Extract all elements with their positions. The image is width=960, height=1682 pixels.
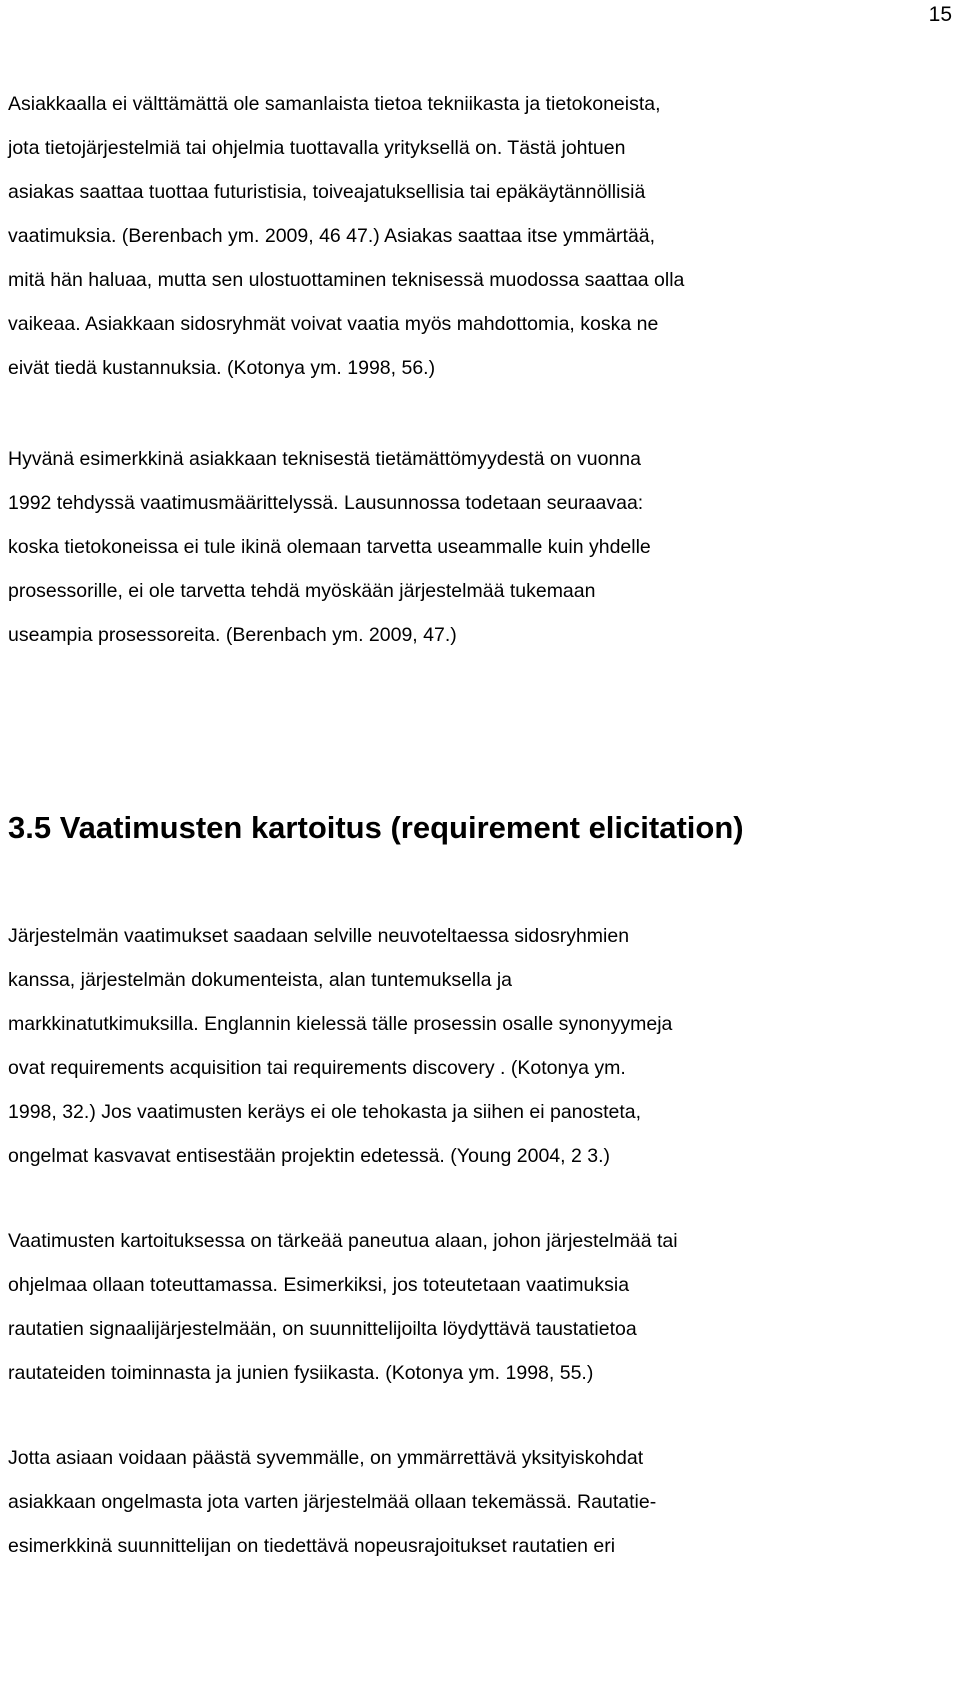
page-number: 15 [928, 3, 952, 26]
text-line: markkinatutkimuksilla. Englannin kielessä tälle prosessin osalle synonyymeja [8, 1013, 673, 1035]
text-line: asiakkaan ongelmasta jota varten järjestelmää ollaan tekemässä. Rautatie- [8, 1491, 657, 1513]
text-line: koska tietokoneissa ei tule ikinä olemaan tarvetta useammalle kuin yhdelle [8, 536, 651, 558]
text-line: Asiakkaalla ei välttämättä ole samanlaista tietoa tekniikasta ja tietokoneista, [8, 93, 661, 115]
text-line: prosessorille, ei ole tarvetta tehdä myöskään järjestelmää tukemaan [8, 580, 596, 602]
text-line: vaatimuksia. (Berenbach ym. 2009, 46 47.) Asiakas saattaa itse ymmärtää, [8, 225, 656, 247]
section-heading: 3.5 Vaatimusten kartoitus (requirement elicitation) [8, 810, 744, 845]
text-line: 1998, 32.) Jos vaatimusten keräys ei ole tehokasta ja siihen ei panosteta, [8, 1101, 642, 1123]
text-line: ohjelmaa ollaan toteuttamassa. Esimerkiksi, jos toteutetaan vaatimuksia [8, 1274, 630, 1296]
text-line: jota tietojärjestelmiä tai ohjelmia tuottavalla yrityksellä on. Tästä johtuen [8, 137, 626, 159]
text-line: Hyvänä esimerkkinä asiakkaan teknisestä tietämättömyydestä on vuonna [8, 448, 641, 470]
text-line: vaikeaa. Asiakkaan sidosryhmät voivat vaatia myös mahdottomia, koska ne [8, 313, 659, 335]
text-line: kanssa, järjestelmän dokumenteista, alan tuntemuksella ja [8, 969, 513, 991]
text-line: esimerkkinä suunnittelijan on tiedettävä nopeusrajoitukset rautatien eri [8, 1535, 616, 1557]
paragraph-1 [8, 82, 952, 390]
text-line: ongelmat kasvavat entisestään projektin edetessä. (Young 2004, 2 3.) [8, 1145, 611, 1167]
text-line: Järjestelmän vaatimukset saadaan selville neuvoteltaessa sidosryhmien [8, 925, 630, 947]
text-line: Jotta asiaan voidaan päästä syvemmälle, on ymmärrettävä yksityiskohdat [8, 1447, 644, 1469]
text-line: rautateiden toiminnasta ja junien fysiikasta. (Kotonya ym. 1998, 55.) [8, 1362, 594, 1384]
paragraph-3 [8, 914, 952, 1178]
text-line: useampia prosessoreita. (Berenbach ym. 2009, 47.) [8, 624, 457, 646]
text-line: eivät tiedä kustannuksia. (Kotonya ym. 1998, 56.) [8, 357, 436, 379]
text-line: 1992 tehdyssä vaatimusmäärittelyssä. Lausunnossa todetaan seuraavaa: [8, 492, 644, 514]
paragraph-4 [8, 1219, 952, 1395]
text-line: asiakas saattaa tuottaa futuristisia, toiveajatuksellisia tai epäkäytännöllisiä [8, 181, 646, 203]
text-line: mitä hän haluaa, mutta sen ulostuottaminen teknisessä muodossa saattaa olla [8, 269, 685, 291]
text-line: Vaatimusten kartoituksessa on tärkeää paneutua alaan, johon järjestelmää tai [8, 1230, 678, 1252]
paragraph-5 [8, 1436, 952, 1568]
text-line: ovat requirements acquisition tai requirements discovery . (Kotonya ym. [8, 1057, 626, 1079]
text-line: rautatien signaalijärjestelmään, on suunnittelijoilta löydyttävä taustatietoa [8, 1318, 637, 1340]
paragraph-2 [8, 437, 952, 657]
